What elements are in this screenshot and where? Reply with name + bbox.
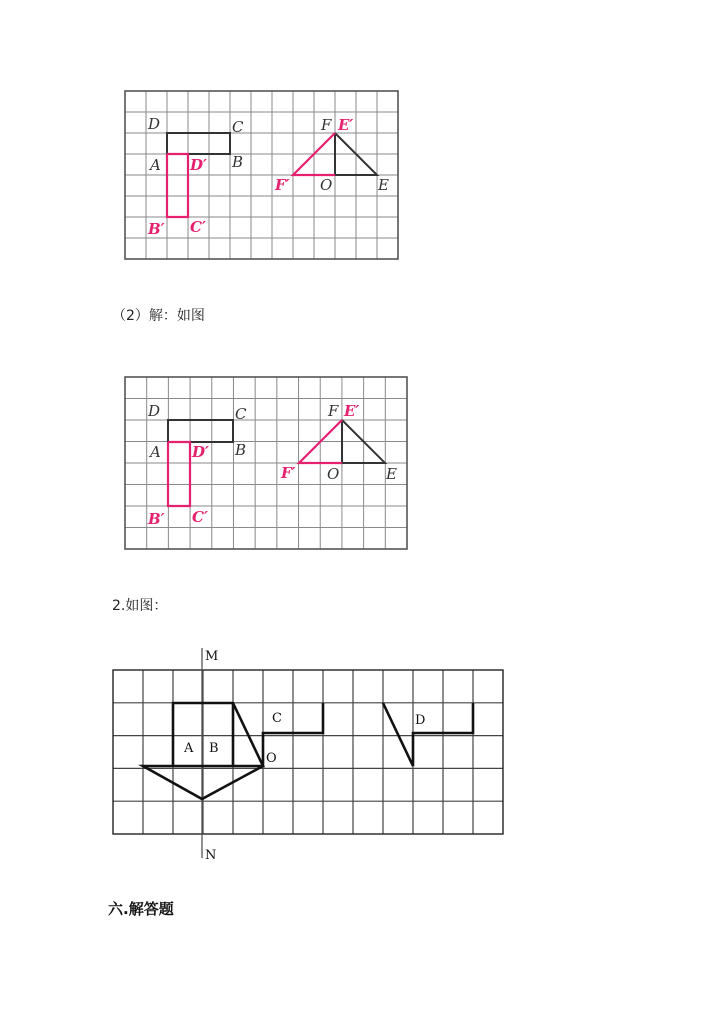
label-C: C [235, 405, 247, 423]
label-F-prime: F′ [281, 464, 296, 482]
label-C-prime: C′ [190, 218, 206, 236]
figure-3-reflection-grid [108, 648, 508, 863]
figure-3-svg [108, 648, 508, 863]
part-2-answer-text: （2）解：如图 [112, 308, 205, 324]
label-D: D [148, 402, 161, 420]
label-C-prime: C′ [192, 508, 208, 526]
rectangle-ABCD [167, 133, 230, 154]
label-D-prime: D′ [192, 443, 209, 461]
label-A: A [150, 156, 161, 174]
label-B: B [209, 741, 219, 756]
label-E: E [386, 465, 397, 483]
figure-3-border [113, 670, 503, 834]
answer-2-text: 2.如图： [112, 598, 168, 614]
label-A: A [150, 443, 161, 461]
label-B-prime: B′ [148, 510, 165, 528]
rectangle-ABCD [168, 420, 233, 442]
label-O: O [327, 465, 340, 483]
label-C: C [272, 711, 282, 726]
label-B: B [232, 153, 244, 171]
figure-3-grid [113, 670, 503, 834]
rectangle-image-AB'C'D' [168, 442, 190, 506]
label-E-prime: E′ [344, 402, 360, 420]
label-C: C [232, 118, 244, 136]
label-D: D [148, 115, 161, 133]
label-E: E [378, 176, 389, 194]
label-M: M [205, 649, 219, 664]
label-B: B [235, 441, 247, 459]
rectangle-image-AB'C'D' [167, 154, 188, 217]
label-N: N [205, 848, 217, 863]
label-A: A [184, 741, 194, 756]
label-O: O [320, 176, 333, 194]
section-6-heading: 六.解答题 [108, 900, 174, 918]
label-O: O [266, 751, 277, 766]
figure-2-svg [124, 376, 410, 554]
figure-1-rotation-grid [124, 90, 404, 265]
label-F: F [328, 402, 339, 420]
label-D: D [415, 713, 426, 728]
label-F-prime: F′ [275, 176, 290, 194]
label-E-prime: E′ [338, 116, 354, 134]
figure-1-svg [124, 90, 404, 265]
label-B-prime: B′ [148, 220, 165, 238]
figure-2-rotation-grid [124, 376, 410, 554]
label-D-prime: D′ [190, 156, 207, 174]
label-F: F [321, 116, 332, 134]
shape-D [383, 703, 473, 766]
